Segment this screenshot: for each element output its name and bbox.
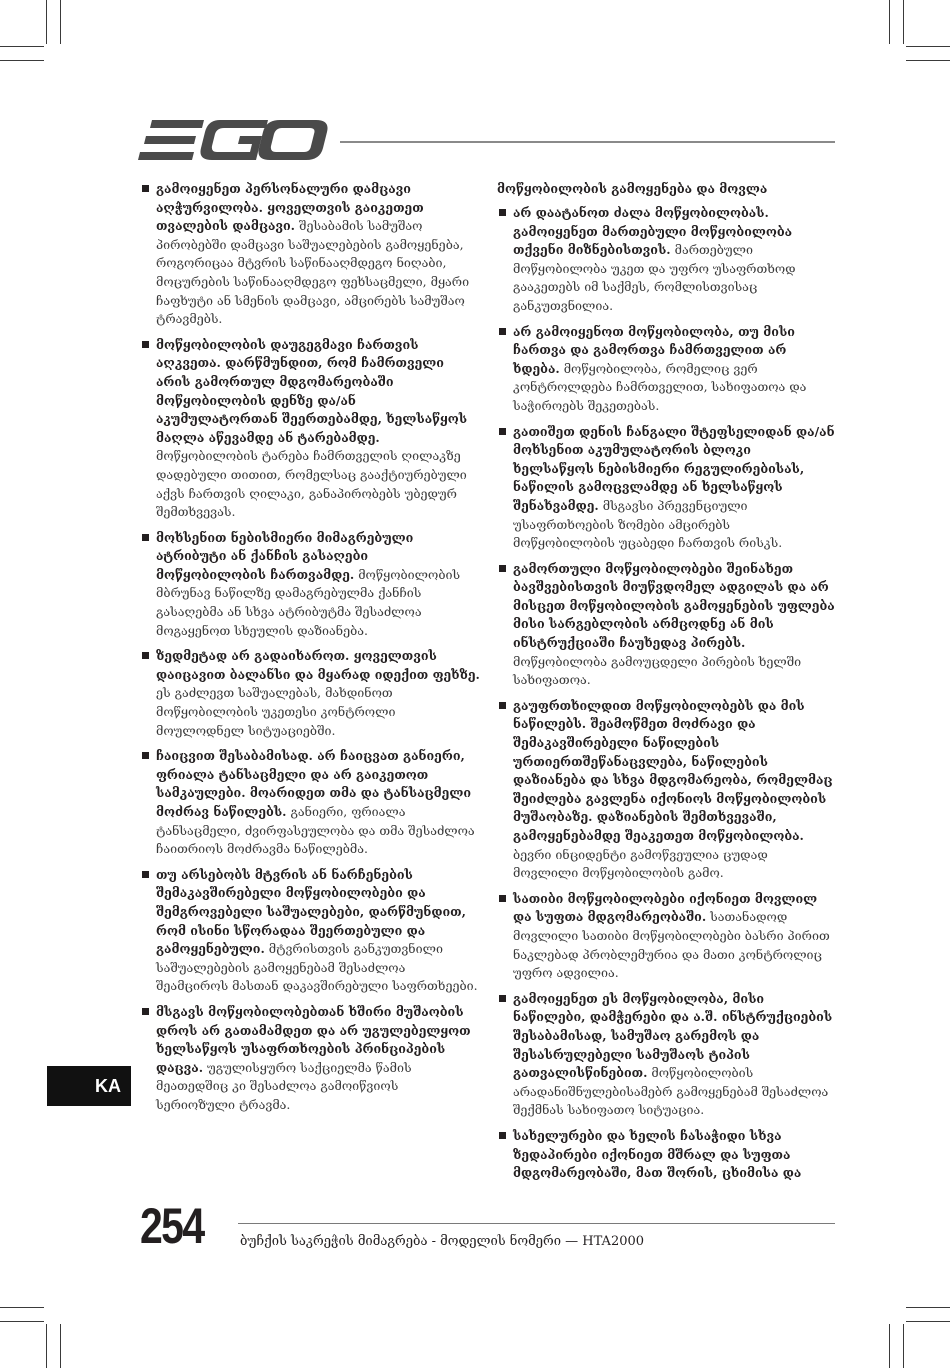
list-item bbox=[497, 990, 835, 1120]
list-item bbox=[497, 204, 835, 316]
item-heading: არ დაატანოთ ძალა მოწყობილობას. გამოიყენეთ მართებული მოწყობილობა თქვენი მიზნებისთვის. bbox=[513, 205, 793, 258]
bullet-icon bbox=[499, 702, 506, 709]
list-item bbox=[140, 180, 480, 329]
bullet-icon bbox=[142, 752, 149, 759]
list-item bbox=[497, 697, 835, 883]
list-item bbox=[497, 560, 835, 690]
bullet-icon bbox=[142, 185, 149, 192]
crop-mark bbox=[0, 46, 44, 47]
item-heading: გამორთული მოწყობილობები შეინახეთ ბავშვებისთვის მიუწვდომელ ადგილას და არ მისცეთ მოწყობილობის გამოყენების უფლება მისი სარგებლობის არმცოდნე ან მის ინსტრუქციაში ჩაუხედავ პირებს. bbox=[513, 560, 835, 651]
safety-list bbox=[140, 180, 480, 1115]
item-body: მოწყობილობის არადანიშნულებისამებრ გამოყენებამ შესაძლოა შექმნას სახიფათო სიტუაცია. bbox=[513, 1065, 829, 1118]
bullet-icon bbox=[499, 428, 506, 435]
item-heading: მსგავს მოწყობილობებთან ხშირი მუშაობის დროს არ გათამამდეთ და არ უგულებელყოთ ხელსაწყოს უსაფრთხოების პრინციპების დაცვა. bbox=[156, 1003, 471, 1075]
item-heading: სახელურები და ხელის ჩასაჭიდი სხვა ზედაპირები იქონიეთ მშრალ და სუფთა მდგომარეობაში, მათ შორის, ცხიმისა და bbox=[513, 1127, 802, 1181]
bullet-icon bbox=[499, 995, 506, 1002]
right-column bbox=[497, 180, 835, 1190]
list-item bbox=[497, 423, 835, 553]
list-item bbox=[140, 1003, 480, 1115]
bullet-icon bbox=[499, 565, 506, 572]
item-body: მტვრისთვის განკუთვნილი საშუალებების გამოყენებამ შესაძლოა შეამციროს მასთან დაკავშირებული საფრთხეები. bbox=[156, 941, 478, 994]
crop-mark bbox=[889, 0, 890, 44]
item-heading: გაუფრთხილდით მოწყობილობებს და მის ნაწილებს. შეამოწმეთ მოძრავი და შემაკავშირებელი ნაწილების ურთიერთშეწანაცვლება, ნაწილების დაზიანება და სხვა მდგომარეობა, რომელმაც შეიძლება გავლენა იქონიოს მოწყობილობის მუშაობაზე. დაზიანების შემთხვევაში, გამოყენებამდე შეაკეთეთ მოწყობილობა. bbox=[513, 697, 833, 843]
crop-mark bbox=[903, 1324, 904, 1368]
crop-mark bbox=[46, 1324, 47, 1368]
item-heading: თუ არსებობს მტვრის ან ნარჩენების შემაკავშირებელი მოწყობილობები და შემგროვებელი საშუალებები, დარწმუნდით, რომ ისინი სწორადაა შეერთებული და გამოყენებული. bbox=[156, 866, 466, 957]
list-item bbox=[140, 529, 480, 641]
list-item bbox=[497, 1127, 835, 1183]
list-item bbox=[140, 866, 480, 996]
item-body: უგულისყურო საქციელმა წამის მეათედშიც კი შესაძლოა გამოიწვიოს სერიოზული ტრავმა. bbox=[156, 1059, 412, 1112]
crop-mark bbox=[0, 1307, 44, 1308]
bullet-icon bbox=[142, 652, 149, 659]
crop-mark bbox=[889, 1324, 890, 1368]
item-body: მართებული მოწყობილობა უკეთ და უფრო უსაფრთხოდ გააკეთებს იმ საქმეს, რომლისთვისაც განკუთვნილია. bbox=[513, 242, 796, 313]
bullet-icon bbox=[142, 1008, 149, 1015]
page-number: 254 bbox=[140, 1198, 204, 1254]
crop-mark bbox=[906, 1307, 950, 1308]
item-heading: ჩაიცვით შესაბამისად. არ ჩაიცვათ განიერი, ფრიალა ტანსაცმელი და არ გაიკეთოთ სამკაულები. მოარიდეთ თმა და ტანსაცმელი მოძრავ ნაწილებს. bbox=[156, 748, 471, 819]
list-item bbox=[140, 336, 480, 522]
bullet-icon bbox=[142, 341, 149, 348]
crop-mark bbox=[903, 0, 904, 44]
header-rule bbox=[340, 141, 835, 143]
item-body: ბევრი ინციდენტი გამოწვეულია ცუდად მოვლილი მოწყობილობის გამო. bbox=[513, 846, 768, 881]
item-heading: გამოიყენეთ ეს მოწყობილობა, მისი ნაწილები, დამჭერები და ა.შ. ინსტრუქციების შესაბამისად, სამუშაო გარემოს და შესასრულებელი სამუშაოს ტიპის გათვალისწინებით. bbox=[513, 990, 833, 1081]
crop-mark bbox=[46, 0, 47, 44]
crop-mark bbox=[60, 0, 61, 44]
item-body: მოწყობილობის მბრუნავ ნაწილზე დამაგრებულმა ქანჩის გასაღებმა ან სხვა ატრიბუტმა შესაძლოა მოგაყენოთ სხეულის დაზიანება. bbox=[156, 566, 461, 638]
footer-rule bbox=[238, 1223, 835, 1224]
crop-mark bbox=[906, 1321, 950, 1322]
bullet-icon bbox=[499, 328, 506, 335]
section-title: მოწყობილობის გამოყენება და მოვლა bbox=[497, 181, 768, 196]
crop-mark bbox=[906, 60, 950, 61]
item-body: სათანადოდ მოვლილი სათიბი მოწყობილობები ბასრი პირით ნაკლებად პრობლემურია და მათი კონტროლიც უფრო ადვილია. bbox=[513, 909, 830, 981]
list-item bbox=[497, 323, 835, 416]
bullet-icon bbox=[142, 534, 149, 541]
item-heading: არ გამოიყენოთ მოწყობილობა, თუ მისი ჩართვა და გამორთვა ჩამრთველით არ ხდება. bbox=[513, 323, 795, 376]
item-heading: მოწყობილობის დაუგეგმავი ჩართვის აღკვეთა. დარწმუნდით, რომ ჩამრთველი არის გამორთულ მდგომარეობაში მოწყობილობის დენზე და/ან აკუმულატორთან შეერთებამდე, ხელსაწყოს მაღლა აწევამდე ან ტარებამდე. bbox=[156, 336, 468, 445]
item-body: მსგავსი პრევენციული უსაფრთხოების ზომები ამცირებს მოწყობილობის უცაბედი ჩართვის რისკს. bbox=[513, 497, 783, 551]
ego-logo bbox=[138, 116, 328, 164]
item-body: შესაბამის სამუშაო პირობებში დამცავი საშუალებების გამოყენება, როგორიცაა მტვრის საწინააღმდეგო ნიღაბი, მოცურების საწინააღმდეგო ფეხსაცმელი, მყარი ჩაფხუტი ან სმენის დამცავი, ამცირებს სამუშაო ტრავმებს. bbox=[156, 218, 470, 327]
bullet-icon bbox=[499, 1132, 506, 1139]
item-body: მოწყობილობა გამოუცდელი პირების ხელში სახიფათოა. bbox=[513, 653, 802, 688]
list-item bbox=[497, 890, 835, 983]
item-heading: მოხსენით ნებისმიერი მიმაგრებული ატრიბუტი ან ქანჩის გასაღები მოწყობილობის ჩართვამდე. bbox=[156, 529, 414, 582]
left-column bbox=[140, 180, 480, 1122]
item-body: განიერი, ფრიალა ტანსაცმელი, ძვირფასეულობა და თმა შესაძლოა ჩაითრიოს მოძრავმა ნაწილებმა. bbox=[156, 804, 475, 857]
item-body: მოწყობილობის ტარება ჩამრთველის ღილაკზე დადებული თითით, რომელსაც გააქტიურებული აქვს ჩართვის ღილაკი, განაპირობებს უბედურ შემთხვევას. bbox=[156, 448, 467, 520]
crop-mark bbox=[60, 1324, 61, 1368]
language-tab: KA bbox=[47, 1066, 131, 1106]
item-heading: ზედმეტად არ გადაიხაროთ. ყოველთვის დაიცავით ბალანსი და მყარად იდექით ფეხზე. bbox=[156, 648, 480, 682]
bullet-icon bbox=[499, 209, 506, 216]
bullet-icon bbox=[142, 871, 149, 878]
item-body: ეს გაძლევთ საშუალებას, მახდინოთ მოწყობილობის უკეთესი კონტროლი მოულოდნელ სიტუაციებში. bbox=[156, 685, 396, 738]
bullet-icon bbox=[499, 895, 506, 902]
usage-care-list bbox=[497, 204, 835, 1183]
item-heading: გათიშეთ დენის ჩანგალი შტეფსელიდან და/ან მოხსენით აკუმულატორის ბლოკი ხელსაწყოს ნებისმიერი რეგულირებისას, ნაწილის გამოცვლამდე ან ხელსაწყოს შენახვამდე. bbox=[513, 423, 835, 513]
item-body: მოწყობილობა, რომელიც ვერ კონტროლდება ჩამრთველით, სახიფათოა და საჭიროებს შეკეთებას. bbox=[513, 360, 807, 413]
item-heading: გამოიყენეთ პერსონალური დამცავი აღჭურვილობა. ყოველთვის გაიკეთეთ თვალების დამცავი. bbox=[156, 181, 424, 234]
crop-mark bbox=[906, 46, 950, 47]
crop-mark bbox=[0, 1321, 44, 1322]
item-heading: სათიბი მოწყობილობები იქონიეთ მოვლილ და სუფთა მდგომარეობაში. bbox=[513, 890, 818, 925]
footer-text: ბუჩქის საკრეჭის მიმაგრება - მოდელის ნომერი — HTA2000 bbox=[240, 1234, 645, 1249]
crop-mark bbox=[0, 60, 44, 61]
list-item bbox=[140, 747, 480, 859]
list-item bbox=[140, 647, 480, 740]
